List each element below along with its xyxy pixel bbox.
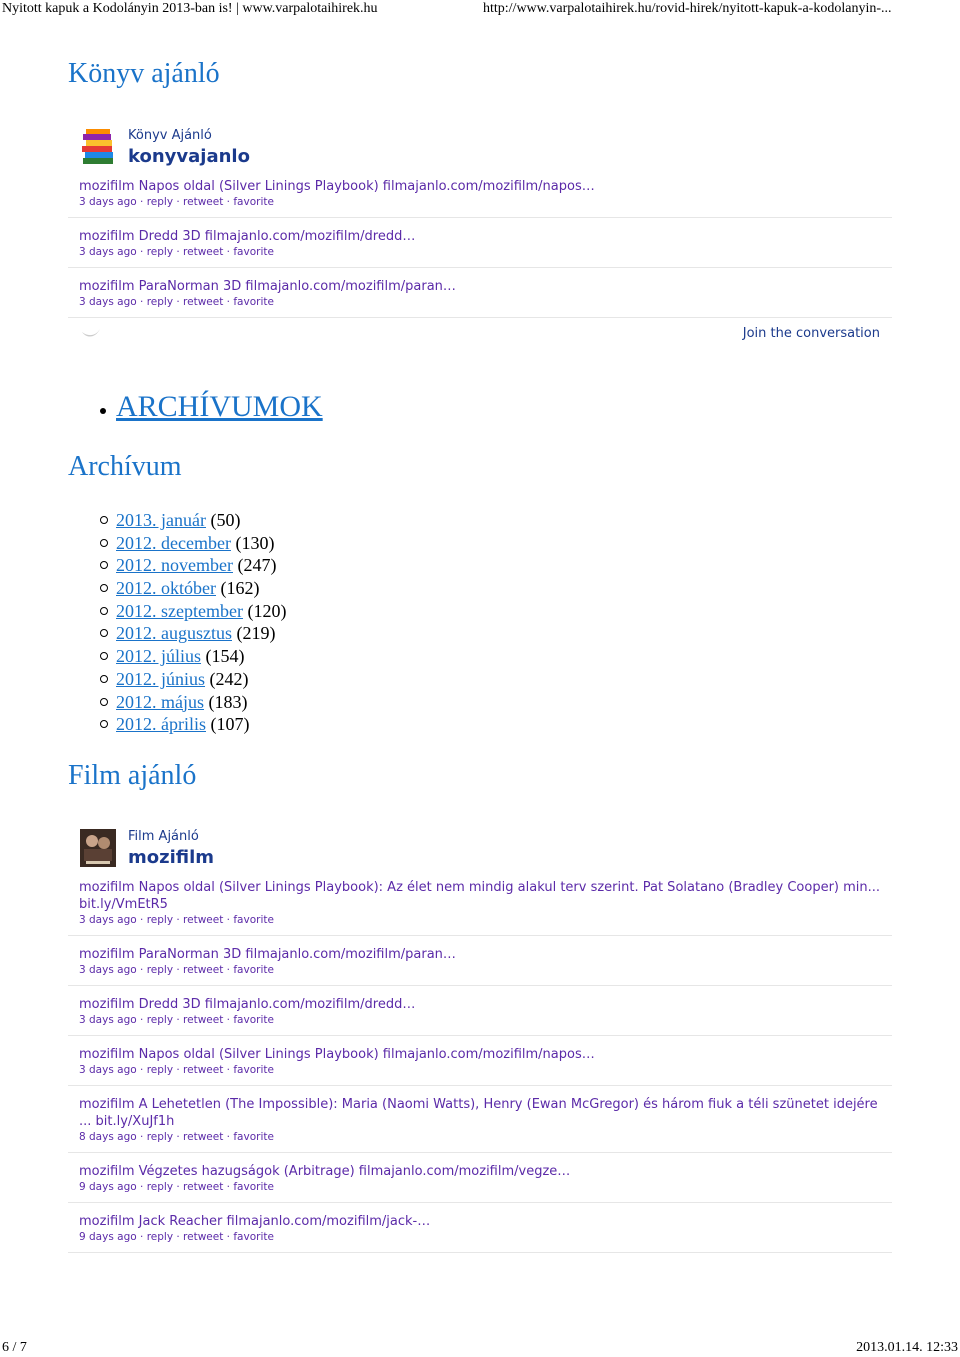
favorite-link[interactable]: favorite bbox=[233, 296, 274, 308]
favorite-link[interactable]: favorite bbox=[233, 1131, 274, 1143]
bullet-circle bbox=[100, 698, 108, 706]
tweet-meta bbox=[79, 1181, 892, 1202]
favorite-link[interactable]: favorite bbox=[233, 1064, 274, 1076]
tweet-meta bbox=[79, 1014, 892, 1035]
archive-item bbox=[100, 645, 286, 668]
archive-month-link[interactable]: 2012. június bbox=[116, 668, 206, 689]
favorite-link[interactable]: favorite bbox=[233, 196, 274, 208]
reply-link[interactable]: reply bbox=[146, 1064, 174, 1076]
tweet-text[interactable]: mozifilm Dredd 3D filmajanlo.com/mozifilm/dredd… bbox=[79, 229, 416, 244]
reply-link[interactable]: reply bbox=[146, 1014, 174, 1026]
archive-item bbox=[100, 622, 286, 645]
reply-link[interactable]: reply bbox=[146, 914, 174, 926]
meta-separator: · bbox=[173, 246, 184, 258]
meta-separator: · bbox=[136, 1231, 147, 1243]
tweet bbox=[68, 178, 892, 218]
tweet-text[interactable]: mozifilm ParaNorman 3D filmajanlo.com/mozifilm/paran… bbox=[79, 947, 456, 962]
archive-month-link[interactable]: 2012. szeptember bbox=[116, 600, 243, 621]
meta-separator: · bbox=[223, 1231, 234, 1243]
tweet-time[interactable]: 3 days ago bbox=[79, 296, 137, 308]
retweet-link[interactable]: retweet bbox=[183, 1181, 224, 1193]
tweet-time[interactable]: 9 days ago bbox=[79, 1181, 137, 1193]
archive-count: (162) bbox=[220, 578, 260, 599]
tweet-meta bbox=[79, 1231, 892, 1252]
archive-month-link[interactable]: 2012. április bbox=[116, 714, 206, 735]
tweet-text[interactable]: mozifilm Napos oldal (Silver Linings Playbook): Az élet nem mindig alakul terv szerint. Pat Solatano (Bradley Cooper) min... bit.ly/VmEtR5 bbox=[79, 880, 881, 912]
archive-count: (154) bbox=[205, 646, 245, 667]
widget-display-name: Könyv Ajánló bbox=[128, 128, 212, 143]
archive-count: (242) bbox=[209, 668, 249, 689]
tweet-time[interactable]: 3 days ago bbox=[79, 1014, 137, 1026]
retweet-link[interactable]: retweet bbox=[183, 246, 224, 258]
archive-month-link[interactable]: 2012. május bbox=[116, 691, 204, 712]
widget-footer bbox=[68, 318, 892, 358]
tweet-meta bbox=[79, 1131, 892, 1152]
tweet-time[interactable]: 3 days ago bbox=[79, 964, 137, 976]
meta-separator: · bbox=[223, 914, 234, 926]
archive-month-link[interactable]: 2012. október bbox=[116, 578, 216, 599]
tweet-list bbox=[68, 879, 892, 1253]
meta-separator: · bbox=[173, 196, 184, 208]
bullet-circle bbox=[100, 539, 108, 547]
archive-month-link[interactable]: 2012. november bbox=[116, 555, 233, 576]
widget-display-name: Film Ajánló bbox=[128, 829, 199, 844]
meta-separator: · bbox=[136, 1131, 147, 1143]
tweet-time[interactable]: 3 days ago bbox=[79, 196, 137, 208]
tweet-meta bbox=[79, 914, 892, 935]
archive-item bbox=[100, 600, 286, 623]
meta-separator: · bbox=[173, 296, 184, 308]
meta-separator: · bbox=[173, 914, 184, 926]
meta-separator: · bbox=[173, 1181, 184, 1193]
bullet-circle bbox=[100, 561, 108, 569]
tweet bbox=[68, 986, 892, 1036]
tweet-text[interactable]: mozifilm Jack Reacher filmajanlo.com/mozifilm/jack-… bbox=[79, 1214, 431, 1229]
archive-month-link[interactable]: 2012. július bbox=[116, 646, 202, 667]
retweet-link[interactable]: retweet bbox=[183, 1064, 224, 1076]
widget-header bbox=[68, 128, 892, 178]
favorite-link[interactable]: favorite bbox=[233, 1181, 274, 1193]
tweet-meta bbox=[79, 246, 892, 267]
reply-link[interactable]: reply bbox=[146, 246, 174, 258]
tweet-time[interactable]: 3 days ago bbox=[79, 914, 137, 926]
meta-separator: · bbox=[173, 964, 184, 976]
meta-separator: · bbox=[173, 1014, 184, 1026]
favorite-link[interactable]: favorite bbox=[233, 246, 274, 258]
bullet-circle bbox=[100, 584, 108, 592]
archivum-title: Archívum bbox=[68, 451, 182, 482]
print-datetime: 2013.01.14. 12:33 bbox=[856, 1340, 958, 1355]
meta-separator: · bbox=[223, 1064, 234, 1076]
meta-separator: · bbox=[223, 246, 234, 258]
movie-poster-avatar-icon bbox=[80, 829, 116, 867]
meta-separator: · bbox=[136, 964, 147, 976]
film-twitter-widget bbox=[68, 829, 892, 1253]
widget-handle[interactable]: mozifilm bbox=[128, 847, 215, 868]
tweet-text[interactable]: mozifilm Végzetes hazugságok (Arbitrage) filmajanlo.com/mozifilm/vegze… bbox=[79, 1164, 571, 1179]
meta-separator: · bbox=[223, 196, 234, 208]
film-section-title: Film ajánló bbox=[68, 760, 197, 791]
retweet-link[interactable]: retweet bbox=[183, 1231, 224, 1243]
meta-separator: · bbox=[173, 1231, 184, 1243]
archive-count: (50) bbox=[210, 510, 241, 530]
archive-count: (107) bbox=[210, 714, 250, 735]
tweet-time[interactable]: 9 days ago bbox=[79, 1231, 137, 1243]
tweet-time[interactable]: 8 days ago bbox=[79, 1131, 137, 1143]
meta-separator: · bbox=[223, 296, 234, 308]
tweet bbox=[68, 218, 892, 268]
tweet-text[interactable]: mozifilm Napos oldal (Silver Linings Playbook) filmajanlo.com/mozifilm/napos… bbox=[79, 179, 595, 194]
reply-link[interactable]: reply bbox=[146, 1231, 174, 1243]
tweet bbox=[68, 268, 892, 318]
tweet-meta bbox=[79, 196, 892, 217]
konyv-section-title: Könyv ajánló bbox=[68, 58, 220, 89]
tweet-meta bbox=[79, 964, 892, 985]
page-number: 6 / 7 bbox=[2, 1340, 27, 1355]
reply-link[interactable]: reply bbox=[146, 1131, 174, 1143]
tweet bbox=[68, 1203, 892, 1253]
tweet bbox=[68, 1036, 892, 1086]
archive-month-link[interactable]: 2012. augusztus bbox=[116, 623, 232, 644]
widget-header bbox=[68, 829, 892, 879]
archivumok-link[interactable]: ARCHÍVUMOK bbox=[116, 390, 323, 423]
archive-count: (247) bbox=[237, 555, 277, 576]
meta-separator: · bbox=[136, 914, 147, 926]
meta-separator: · bbox=[223, 1181, 234, 1193]
favorite-link[interactable]: favorite bbox=[233, 1231, 274, 1243]
tweet bbox=[68, 936, 892, 986]
archive-month-link[interactable]: 2012. december bbox=[116, 532, 231, 553]
favorite-link[interactable]: favorite bbox=[233, 964, 274, 976]
reply-link[interactable]: reply bbox=[146, 1181, 174, 1193]
bullet bbox=[100, 408, 106, 414]
tweet-list bbox=[68, 178, 892, 318]
archive-month-link[interactable]: 2013. január bbox=[116, 510, 206, 530]
tweet bbox=[68, 879, 892, 936]
meta-separator: · bbox=[136, 1014, 147, 1026]
retweet-link[interactable]: retweet bbox=[183, 914, 224, 926]
konyv-twitter-widget bbox=[68, 128, 892, 358]
archive-item bbox=[100, 532, 286, 555]
bullet-circle bbox=[100, 607, 108, 615]
widget-handle[interactable]: konyvajanlo bbox=[128, 146, 250, 167]
tweet-time[interactable]: 3 days ago bbox=[79, 1064, 137, 1076]
archive-count: (120) bbox=[247, 600, 287, 621]
meta-separator: · bbox=[223, 1131, 234, 1143]
favorite-link[interactable]: favorite bbox=[233, 1014, 274, 1026]
retweet-link[interactable]: retweet bbox=[183, 296, 224, 308]
retweet-link[interactable]: retweet bbox=[183, 196, 224, 208]
join-conversation-link[interactable]: Join the conversation bbox=[742, 326, 880, 341]
reply-link[interactable]: reply bbox=[146, 964, 174, 976]
archive-count: (183) bbox=[208, 691, 248, 712]
tweet-text[interactable]: mozifilm A Lehetetlen (The Impossible): Maria (Naomi Watts), Henry (Ewan McGregor) és három fiuk a téli szünetet idejére ... bit.ly/XuJf1h bbox=[79, 1097, 878, 1129]
tweet-meta bbox=[79, 1064, 892, 1085]
meta-separator: · bbox=[136, 1181, 147, 1193]
archive-item bbox=[100, 691, 286, 714]
tweet bbox=[68, 1153, 892, 1203]
tweet-meta bbox=[79, 296, 892, 317]
reply-link[interactable]: reply bbox=[146, 196, 174, 208]
retweet-link[interactable]: retweet bbox=[183, 1131, 224, 1143]
archive-item bbox=[100, 668, 286, 691]
meta-separator: · bbox=[223, 1014, 234, 1026]
tweet-text[interactable]: mozifilm Dredd 3D filmajanlo.com/mozifilm/dredd… bbox=[79, 997, 416, 1012]
archive-count: (219) bbox=[236, 623, 276, 644]
bullet-circle bbox=[100, 720, 108, 728]
favorite-link[interactable]: favorite bbox=[233, 914, 274, 926]
archive-item bbox=[100, 577, 286, 600]
archive-item bbox=[100, 554, 286, 577]
archive-count: (130) bbox=[235, 532, 275, 553]
print-header-url: http://www.varpalotaihirek.hu/rovid-hirek/nyitott-kapuk-a-kodolanyin-... bbox=[483, 1, 892, 16]
bullet-circle bbox=[100, 516, 108, 524]
meta-separator: · bbox=[173, 1064, 184, 1076]
twitter-bird-icon bbox=[80, 326, 102, 340]
print-header-title: Nyitott kapuk a Kodolányin 2013-ban is! | www.varpalotaihirek.hu bbox=[2, 1, 378, 16]
archive-item bbox=[100, 509, 286, 532]
bullet-circle bbox=[100, 675, 108, 683]
reply-link[interactable]: reply bbox=[146, 296, 174, 308]
meta-separator: · bbox=[173, 1131, 184, 1143]
tweet bbox=[68, 1086, 892, 1153]
tweet-text[interactable]: mozifilm ParaNorman 3D filmajanlo.com/mozifilm/paran… bbox=[79, 279, 456, 294]
meta-separator: · bbox=[223, 964, 234, 976]
retweet-link[interactable]: retweet bbox=[183, 964, 224, 976]
archive-list bbox=[100, 509, 286, 736]
bullet-circle bbox=[100, 629, 108, 637]
meta-separator: · bbox=[136, 1064, 147, 1076]
archive-item bbox=[100, 713, 286, 736]
meta-separator: · bbox=[136, 296, 147, 308]
bullet-circle bbox=[100, 652, 108, 660]
retweet-link[interactable]: retweet bbox=[183, 1014, 224, 1026]
tweet-time[interactable]: 3 days ago bbox=[79, 246, 137, 258]
meta-separator: · bbox=[136, 246, 147, 258]
books-avatar-icon bbox=[80, 128, 116, 166]
tweet-text[interactable]: mozifilm Napos oldal (Silver Linings Playbook) filmajanlo.com/mozifilm/napos… bbox=[79, 1047, 595, 1062]
meta-separator: · bbox=[136, 196, 147, 208]
